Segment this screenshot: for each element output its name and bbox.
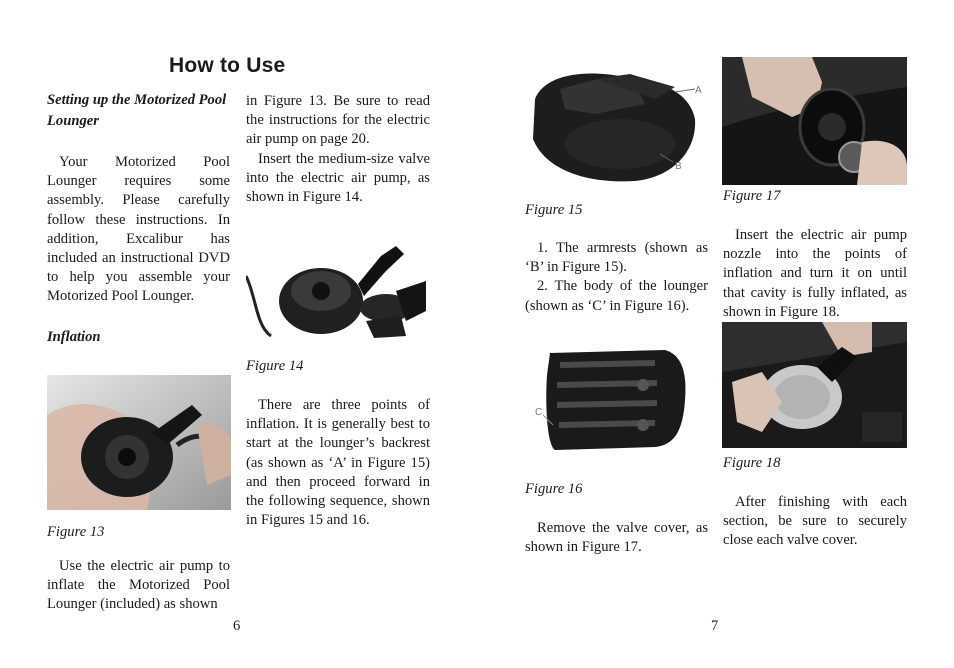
page-title: How to Use	[169, 54, 286, 77]
paragraph-insert-nozzle: Insert the electric air pump nozzle into the points of inflation and turn it on until that cavity is fully inflated, as shown in Figure 18.	[723, 227, 907, 320]
figure-17-caption: Figure 17	[723, 188, 781, 204]
inflation-sequence	[525, 239, 708, 316]
page-number-left: 6	[233, 618, 241, 634]
paragraph-remove-cover: Remove the valve cover, as shown in Figure 17.	[525, 520, 708, 556]
subheading-setup: Setting up the Motorized Pool Lounger	[47, 92, 227, 129]
figure-15-caption: Figure 15	[525, 202, 583, 218]
paragraph-close-cover: After finishing with each section, be sure to securely close each valve cover.	[723, 494, 907, 549]
figure-15-label-b: B	[675, 161, 682, 172]
figure-15-photo	[525, 59, 710, 187]
figure-16-photo	[525, 345, 690, 455]
figure-18-photo	[722, 322, 907, 448]
column-2	[246, 92, 430, 207]
column-1	[47, 90, 230, 348]
figure-17-photo	[722, 57, 907, 185]
paragraph-insert-valve: Insert the medium-size valve into the electric air pump, as shown in Figure 14.	[246, 150, 430, 206]
figure-16-caption: Figure 16	[525, 481, 583, 497]
sequence-item-body: 2. The body of the lounger (shown as ‘C’ in Figure 16).	[525, 278, 708, 314]
paragraph-setup: Your Motorized Pool Lounger requires some assembly. Please carefully follow these instructions. In addition, Excalibur has included an instructional DVD to help you assemble your Motorized Pool Lounger.	[47, 154, 230, 305]
paragraph-use-pump: Use the electric air pump to inflate the Motorized Pool Lounger (included) as shown	[47, 558, 230, 613]
sequence-item-armrests: 1. The armrests (shown as ‘B’ in Figure 15).	[525, 240, 708, 276]
figure-13-photo	[47, 375, 231, 510]
figure-14-photo	[246, 236, 431, 346]
page-number-right: 7	[711, 618, 719, 634]
figure-16-label-c: C	[535, 407, 543, 418]
figure-18-caption: Figure 18	[723, 455, 781, 471]
figure-13-caption: Figure 13	[47, 524, 105, 540]
paragraph-continued: in Figure 13. Be sure to read the instructions for the electric air pump on page 20.	[246, 93, 430, 148]
figure-15-label-a: A	[695, 85, 702, 96]
paragraph-inflation-points: There are three points of inflation. It is generally best to start at the lounger’s backrest (as shown as ‘A’ in Figure 15) and then proceed forward in the following sequence, shown in Figures 15 and 16.	[246, 397, 430, 529]
figure-14-caption: Figure 14	[246, 358, 304, 374]
subheading-inflation: Inflation	[47, 328, 101, 345]
